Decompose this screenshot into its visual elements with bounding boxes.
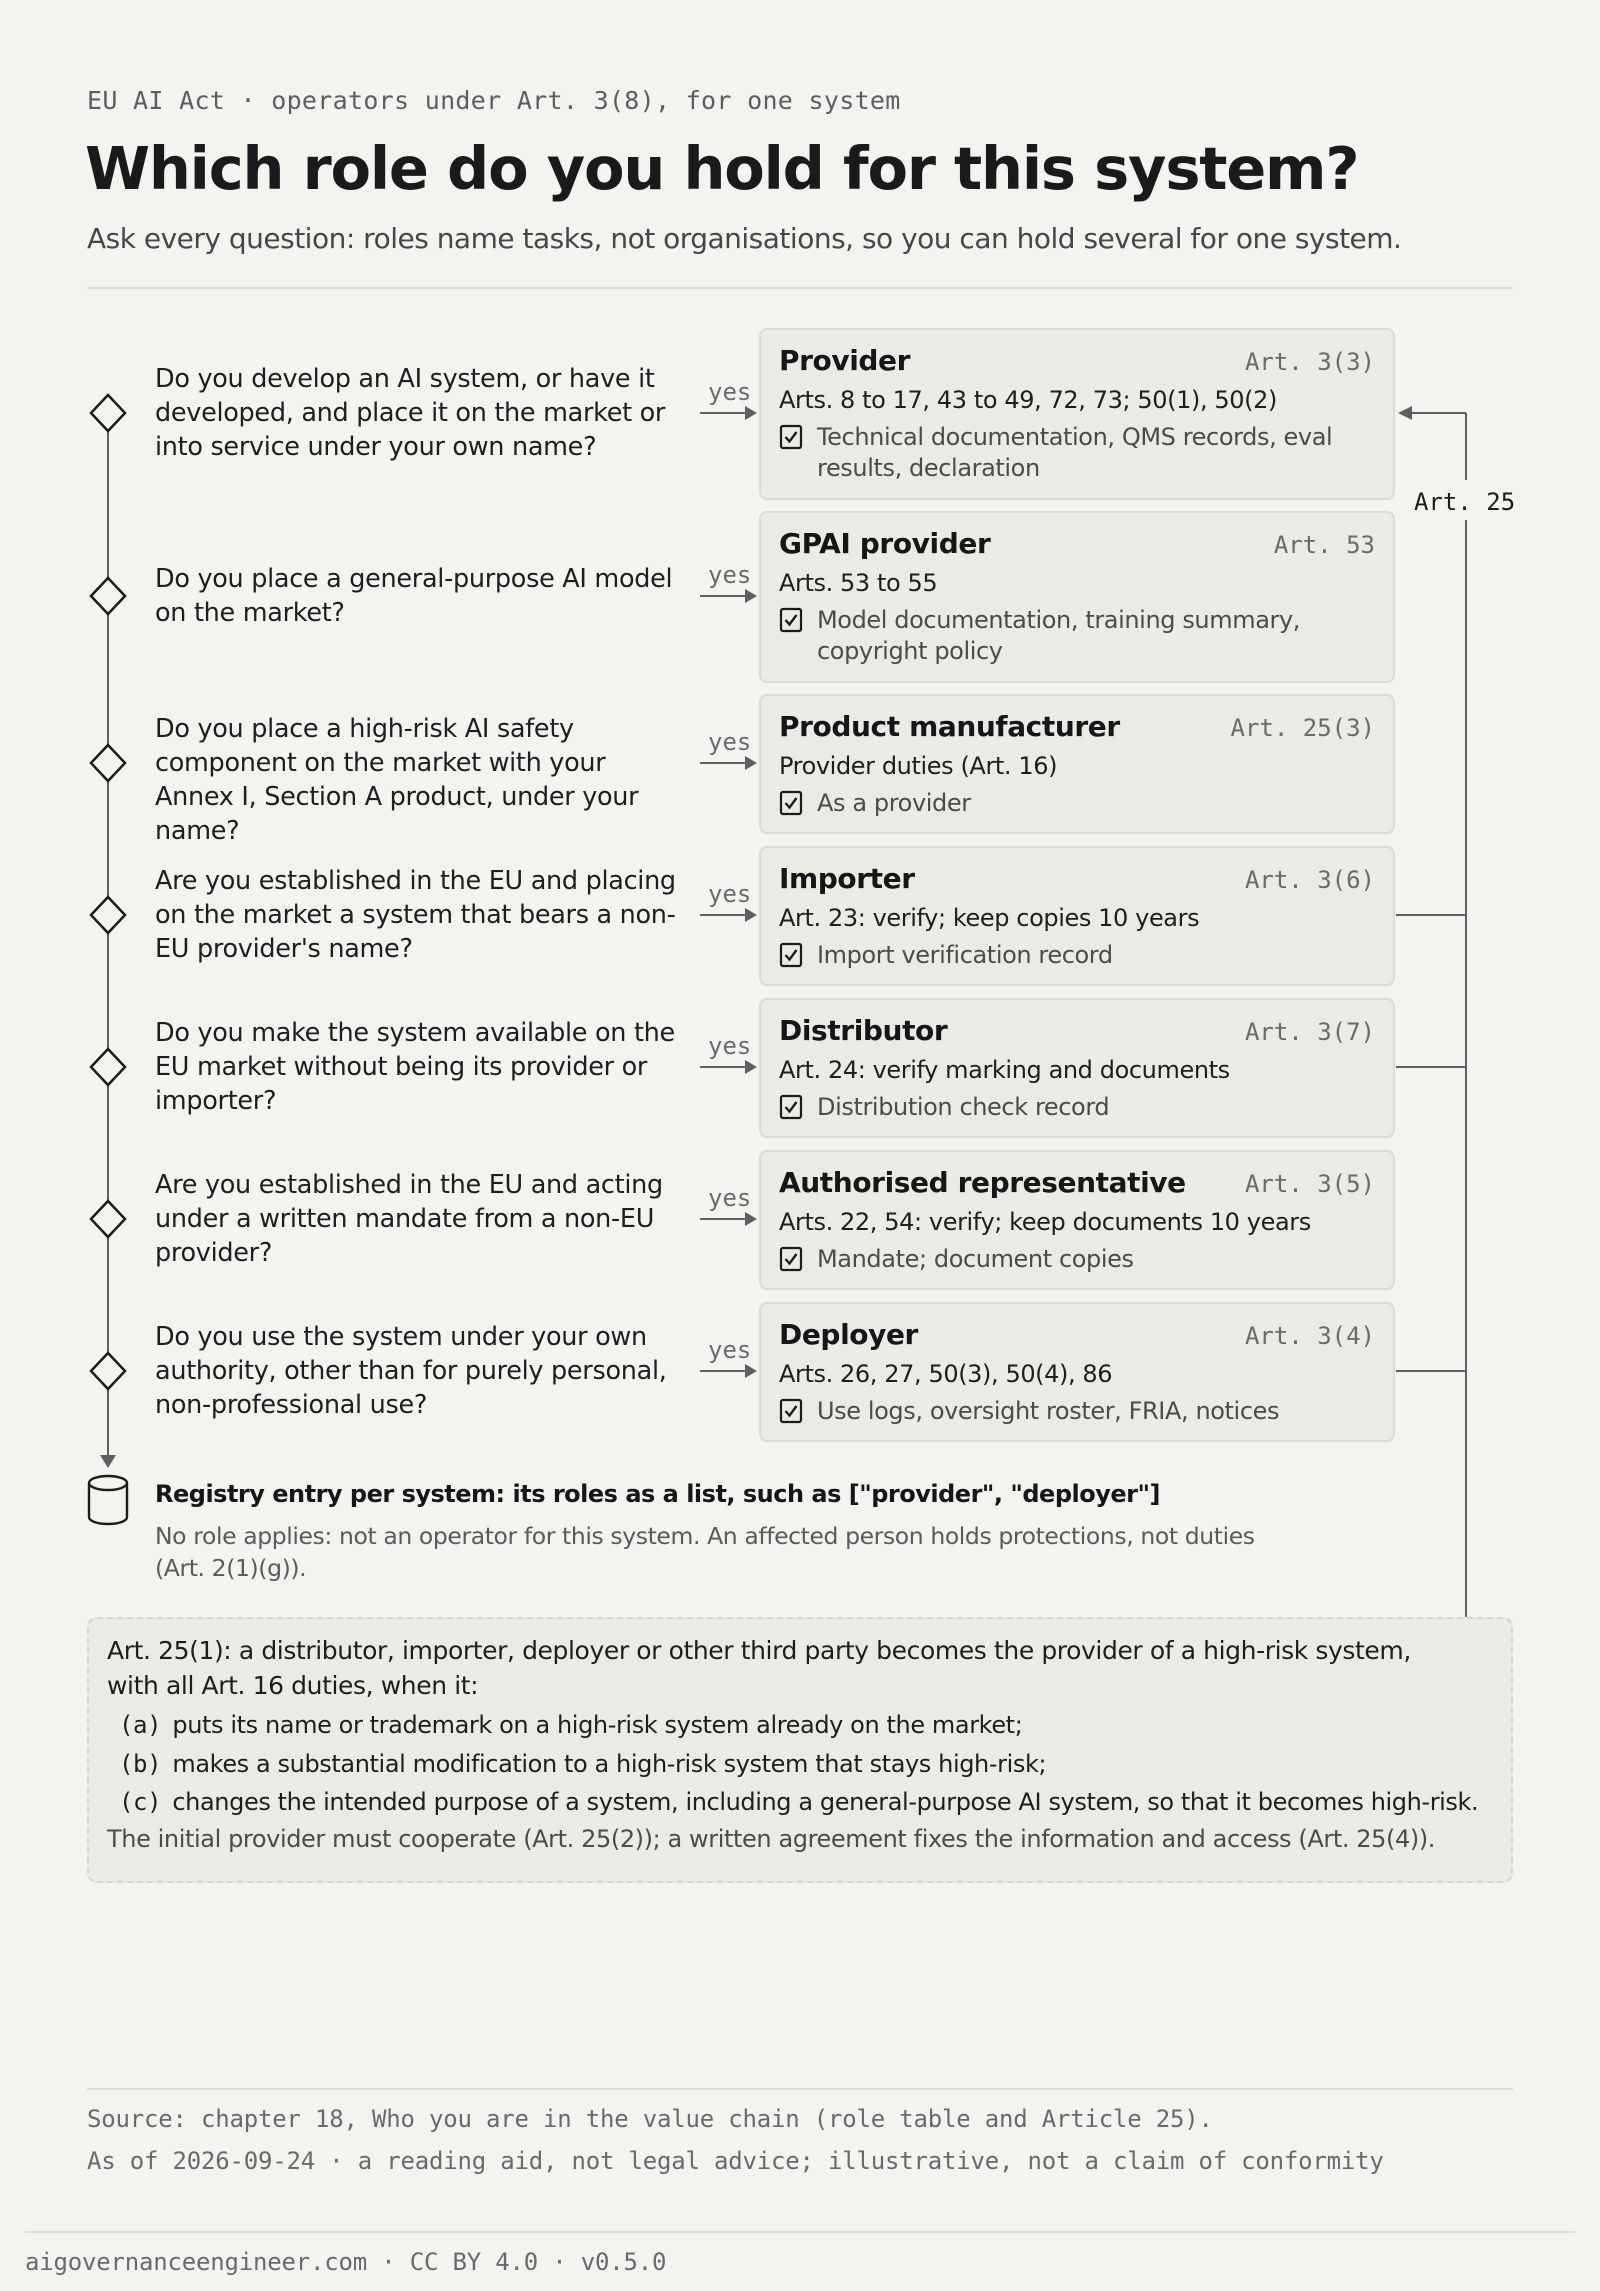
role-card-distributor [759,998,1395,1138]
role-duties: Provider duties (Art. 16) [779,752,1058,780]
footer-credit: aigovernanceengineer.com · CC BY 4.0 · v0.5.0 [25,2248,667,2276]
registry-note: No role applies: not an operator for this system. An affected person holds protections, not duties (Art. 2(1)(g)). [155,1522,1255,1582]
checkbox-icon [779,607,803,633]
art25-item-tag: (c) [119,1788,162,1816]
role-name: GPAI provider [779,527,991,560]
checkbox-icon [779,1094,803,1120]
art25-item-b [119,1750,1046,1778]
decision-diamond-2 [91,578,125,614]
role-duties: Arts. 22, 54: verify; keep documents 10 years [779,1208,1311,1236]
source-line-2: As of 2026-09-24 · a reading aid, not legal advice; illustrative, not a claim of conformity [87,2147,1384,2175]
role-evidence: Technical documentation, QMS records, eval results, declaration [817,423,1333,482]
decision-diamond-4 [91,897,125,933]
kicker: EU AI Act · operators under Art. 3(8), for one system [87,86,901,115]
role-name: Importer [779,862,915,895]
role-article: Art. 3(3) [1244,348,1375,376]
role-duties: Arts. 26, 27, 50(3), 50(4), 86 [779,1360,1113,1388]
art25-intro: Art. 25(1): a distributor, importer, deployer or other third party becomes the provider of a high-risk system, with all Art. 16 duties, when it: [107,1636,1411,1700]
art25-item-c [119,1788,1478,1816]
art25-item-text: puts its name or trademark on a high-risk system already on the market; [172,1711,1023,1739]
checkbox-icon [779,790,803,816]
art25-loop [1396,413,1466,1617]
role-article: Art. 3(6) [1244,866,1375,894]
role-duties: Art. 23: verify; keep copies 10 years [779,904,1200,932]
role-card-gpai-provider [759,511,1395,683]
role-article: Art. 3(4) [1244,1322,1375,1350]
role-article: Art. 25(3) [1230,714,1375,742]
yes-label-7: yes [708,1336,752,1364]
decision-diamond-3 [91,745,125,781]
decision-diamond-7 [91,1353,125,1389]
role-evidence: Use logs, oversight roster, FRIA, notices [817,1397,1280,1425]
question-2: Do you place a general-purpose AI model on the market? [155,564,673,628]
registry-title: Registry entry per system: its roles as a list, such as ["provider", "deployer"] [155,1480,1160,1508]
decision-diamonds [91,395,125,1389]
question-3: Do you place a high-risk AI safety component on the market with your Annex I, Section A product, under your name? [155,714,639,846]
page-title: Which role do you hold for this system? [85,134,1359,203]
question-4: Are you established in the EU and placing on the market a system that bears a non-EU provider's name? [155,866,676,964]
role-duties: Arts. 53 to 55 [779,569,938,597]
role-name: Distributor [779,1014,948,1047]
source-divider [87,2088,1513,2090]
header-divider [87,287,1513,289]
role-evidence: Model documentation, training summary, copyright policy [817,606,1300,665]
role-name: Product manufacturer [779,710,1120,743]
checkbox-icon [779,942,803,968]
question-1: Do you develop an AI system, or have it developed, and place it on the market or into service under your own name? [155,364,666,462]
role-card-provider [759,328,1395,500]
database-icon [86,1474,130,1526]
decision-diamond-5 [91,1049,125,1085]
role-evidence: Distribution check record [817,1093,1110,1121]
checkbox-icon [779,1398,803,1424]
role-evidence: As a provider [817,789,971,817]
role-card-authorised-representative [759,1150,1395,1290]
role-duties: Art. 24: verify marking and documents [779,1056,1230,1084]
art25-item-tag: (b) [119,1750,162,1778]
spine-arrowhead [100,1455,116,1468]
checkbox-icon [779,424,803,450]
decision-diamond-6 [91,1201,125,1237]
source-line-1: Source: chapter 18, Who you are in the value chain (role table and Article 25). [87,2105,1213,2133]
art25-item-a [119,1711,1022,1739]
role-name: Deployer [779,1318,918,1351]
yes-label-1: yes [708,378,752,406]
question-6: Are you established in the EU and acting under a written mandate from a non-EU provider? [155,1170,663,1268]
art25-connector-label: Art. 25 [1414,488,1516,516]
role-name: Provider [779,344,911,377]
yes-label-6: yes [708,1184,752,1212]
role-card-product-manufacturer [759,694,1395,834]
yes-label-4: yes [708,880,752,908]
yes-label-3: yes [708,728,752,756]
decision-diamond-1 [91,395,125,431]
yes-label-5: yes [708,1032,752,1060]
page-subtitle: Ask every question: roles name tasks, not organisations, so you can hold several for one system. [87,222,1402,255]
role-card-importer [759,846,1395,986]
role-duties: Arts. 8 to 17, 43 to 49, 72, 73; 50(1), 50(2) [779,386,1277,414]
question-7: Do you use the system under your own authority, other than for purely personal, non-professional use? [155,1322,667,1420]
art25-item-text: makes a substantial modification to a high-risk system that stays high-risk; [172,1750,1047,1778]
role-article: Art. 3(7) [1244,1018,1375,1046]
art25-item-tag: (a) [119,1711,162,1739]
checkbox-icon [779,1246,803,1272]
yes-label-2: yes [708,561,752,589]
role-evidence: Import verification record [817,941,1113,969]
role-article: Art. 3(5) [1244,1170,1375,1198]
footer-divider [25,2231,1575,2233]
art25-arrowhead [1398,406,1412,420]
art25-callout [87,1617,1513,1883]
role-name: Authorised representative [779,1166,1186,1199]
art25-footnote: The initial provider must cooperate (Art. 25(2)); a written agreement fixes the information and access (Art. 25(4)). [107,1825,1436,1853]
art25-item-text: changes the intended purpose of a system, including a general-purpose AI system, so that it becomes high-risk. [172,1788,1479,1816]
question-5: Do you make the system available on the EU market without being its provider or importer? [155,1018,675,1116]
role-article: Art. 53 [1273,531,1375,559]
role-card-deployer [759,1302,1395,1442]
role-evidence: Mandate; document copies [817,1245,1134,1273]
